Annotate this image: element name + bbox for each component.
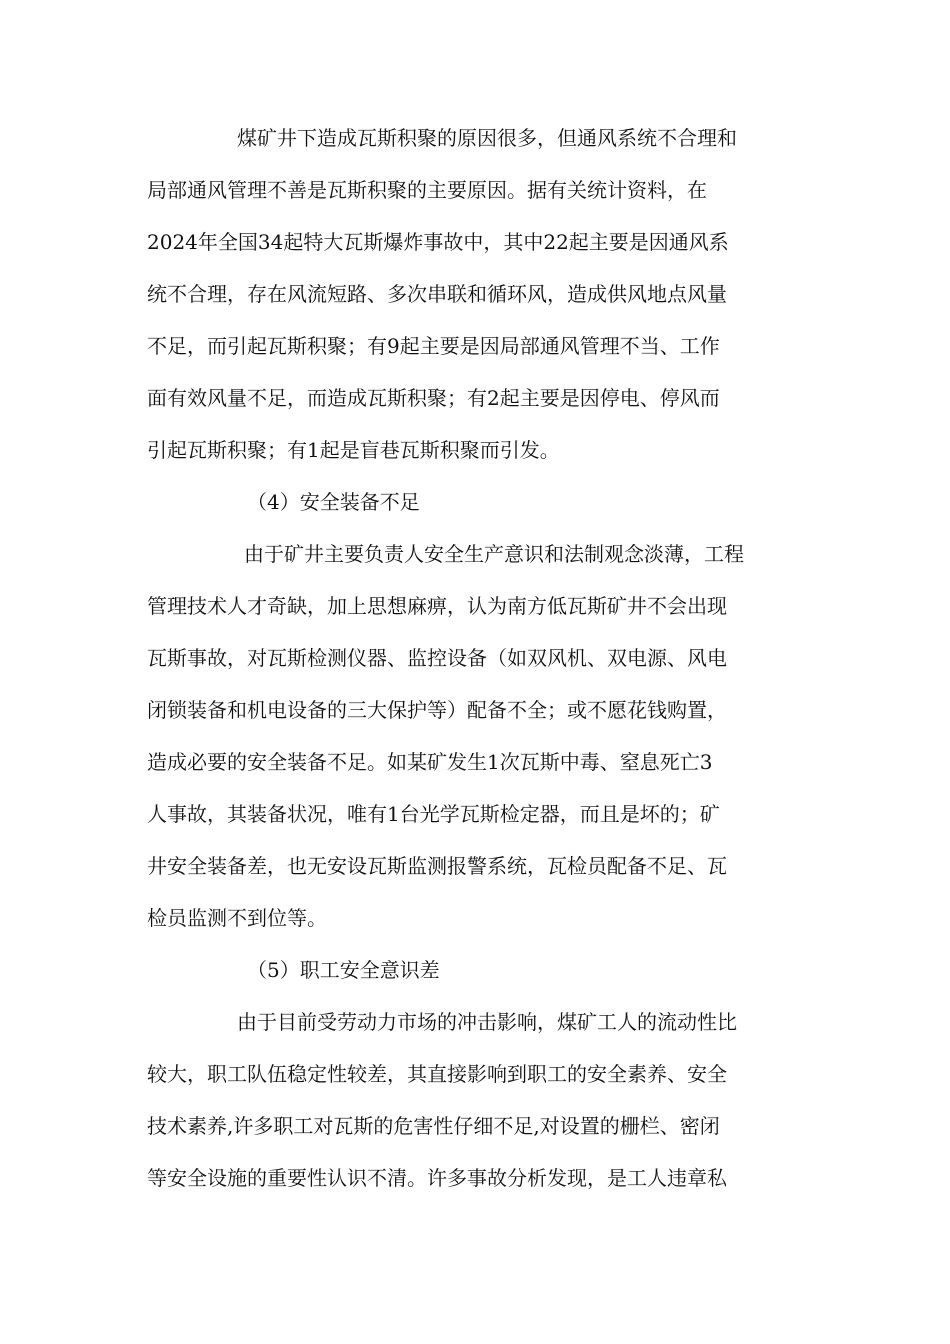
text-line: 闭锁装备和机电设备的三大保护等）配备不全；或不愿花钱购置， [147,698,727,722]
text-line: 面有效风量不足，而造成瓦斯积聚；有2起主要是因停电、停风而 [147,386,720,410]
text-line: 2024年全国34起特大瓦斯爆炸事故中，其中22起主要是因通风系 [147,230,729,254]
text-line: 较大，职工队伍稳定性较差，其直接影响到职工的安全素养、安全 [147,1062,727,1086]
paragraph-worker-awareness [147,996,802,1204]
text-line: 等安全设施的重要性认识不清。许多事故分析发现，是工人违章私 [147,1166,727,1190]
text-line: 统不合理，存在风流短路、多次串联和循环风，造成供风地点风量 [147,282,727,306]
text-line: 检员监测不到位等。 [147,906,327,930]
paragraph-gas-accumulation [147,112,802,476]
paragraph-safety-equipment [147,528,802,944]
document-body [147,112,802,1204]
text-line: 由于矿井主要负责人安全生产意识和法制观念淡薄，工程 [244,542,744,566]
text-line: 人事故，其装备状况，唯有1台光学瓦斯检定器，而且是坏的；矿 [147,802,720,826]
section-heading-4: （4）安全装备不足 [247,490,420,514]
text-line: 瓦斯事故，对瓦斯检测仪器、监控设备（如双风机、双电源、风电 [147,646,727,670]
text-line: 技术素养,许多职工对瓦斯的危害性仔细不足,对设置的栅栏、密闭 [147,1114,720,1138]
text-line: 井安全装备差，也无安设瓦斯监测报警系统，瓦检员配备不足、瓦 [147,854,727,878]
text-line: 造成必要的安全装备不足。如某矿发生1次瓦斯中毒、窒息死亡3 [147,750,713,774]
text-line: 不足，而引起瓦斯积聚；有9起主要是因局部通风管理不当、工作 [147,334,720,358]
text-line: 煤矿井下造成瓦斯积聚的原因很多，但通风系统不合理和 [237,126,737,150]
text-line: 引起瓦斯积聚；有1起是盲巷瓦斯积聚而引发。 [147,438,560,462]
section-heading-5: （5）职工安全意识差 [247,958,440,982]
text-line: 由于目前受劳动力市场的冲击影响，煤矿工人的流动性比 [237,1010,737,1034]
text-line: 管理技术人才奇缺，加上思想麻痹，认为南方低瓦斯矿井不会出现 [147,594,727,618]
text-line: 局部通风管理不善是瓦斯积聚的主要原因。据有关统计资料，在 [147,178,707,202]
